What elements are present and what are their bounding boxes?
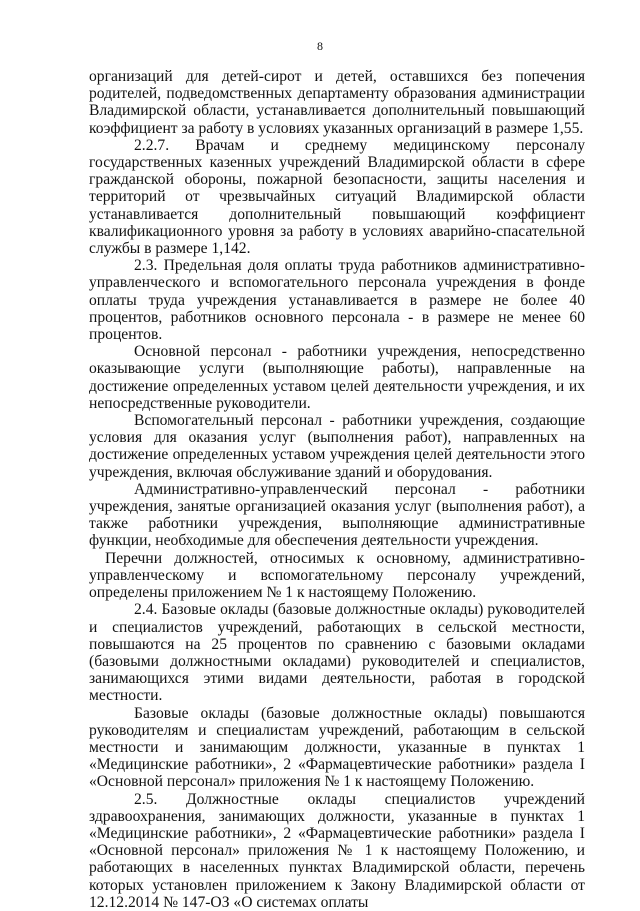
paragraph-position-lists: Перечни должностей, относимых к основному, административно-управленческому и вспомогательному персоналу учреждений, определены приложением № 1 к настоящему Положению. [89, 549, 585, 602]
paragraph-admin-staff: Административно-управленческий персонал - работники учреждения, занятые организацией оказания услуг (выполнения работ), а также работники учреждения, выполняющие административные функции, необходимые для обеспечения деятельности учреждения. [89, 480, 585, 550]
paragraph-2-4: 2.4. Базовые оклады (базовые должностные оклады) руководителей и специалистов учреждений, работающих в сельской местности, повышаются на 25 процентов по сравнению с базовыми окладами (базовыми должностными окладами) руководителей и специалистов, занимающихся этими видами деятельности, работая в городской местности. [89, 601, 585, 705]
paragraph-continuation: организаций для детей-сирот и детей, оставшихся без попечения родителей, подведомственных департаменту образования администрации Владимирской области, устанавливается дополнительный повышающий коэффициент за работу в условиях указанных организаций в размере 1,55. [89, 68, 585, 137]
document-body [89, 68, 585, 911]
page-number: 8 [317, 39, 323, 53]
paragraph-2-3: 2.3. Предельная доля оплаты труда работников административно-управленческого и вспомогательного персонала учреждения в фонде оплаты труда учреждения устанавливается в размере не более 40 процентов, работников основного персонала - в размере не менее 60 процентов. [89, 257, 585, 344]
paragraph-base-salary-increase: Базовые оклады (базовые должностные оклады) повышаются руководителям и специалистам учреждений, работающим в сельской местности и занимающим должности, указанные в пунктах 1 «Медицинские работники», 2 «Фармацевтические работники» раздела I «Основной персонал» приложения № 1 к настоящему Положению. [89, 704, 585, 791]
paragraph-support-staff: Вспомогательный персонал - работники учреждения, создающие условия для оказания услуг (выполнения работ), направленных на достижение определенных уставом учреждения целей деятельности этого учреждения, включая обслуживание зданий и оборудования. [89, 412, 585, 481]
paragraph-2-2-7: 2.2.7. Врачам и среднему медицинскому персоналу государственных казенных учреждений Владимирской области в сфере гражданской обороны, пожарной безопасности, защиты населения и территорий от чрезвычайных ситуаций Владимирской области устанавливается дополнительный повышающий коэффициент квалификационного уровня за работу в условиях аварийно-спасательной службы в размере 1,142. [89, 136, 585, 258]
paragraph-2-5: 2.5. Должностные оклады специалистов учреждений здравоохранения, занимающих должности, указанные в пунктах 1 «Медицинские работники», 2 «Фармацевтические работники» раздела I «Основной персонал» приложения № 1 к настоящему Положению, и работающих в населенных пунктах Владимирской области, перечень которых установлен приложением к Закону Владимирской области от 12.12.2014 № 147-ОЗ «О системах оплаты [89, 790, 585, 911]
paragraph-main-staff: Основной персонал - работники учреждения, непосредственно оказывающие услуги (выполняющие работы), направленные на достижение определенных уставом целей деятельности учреждения, и их непосредственные руководители. [89, 343, 585, 412]
